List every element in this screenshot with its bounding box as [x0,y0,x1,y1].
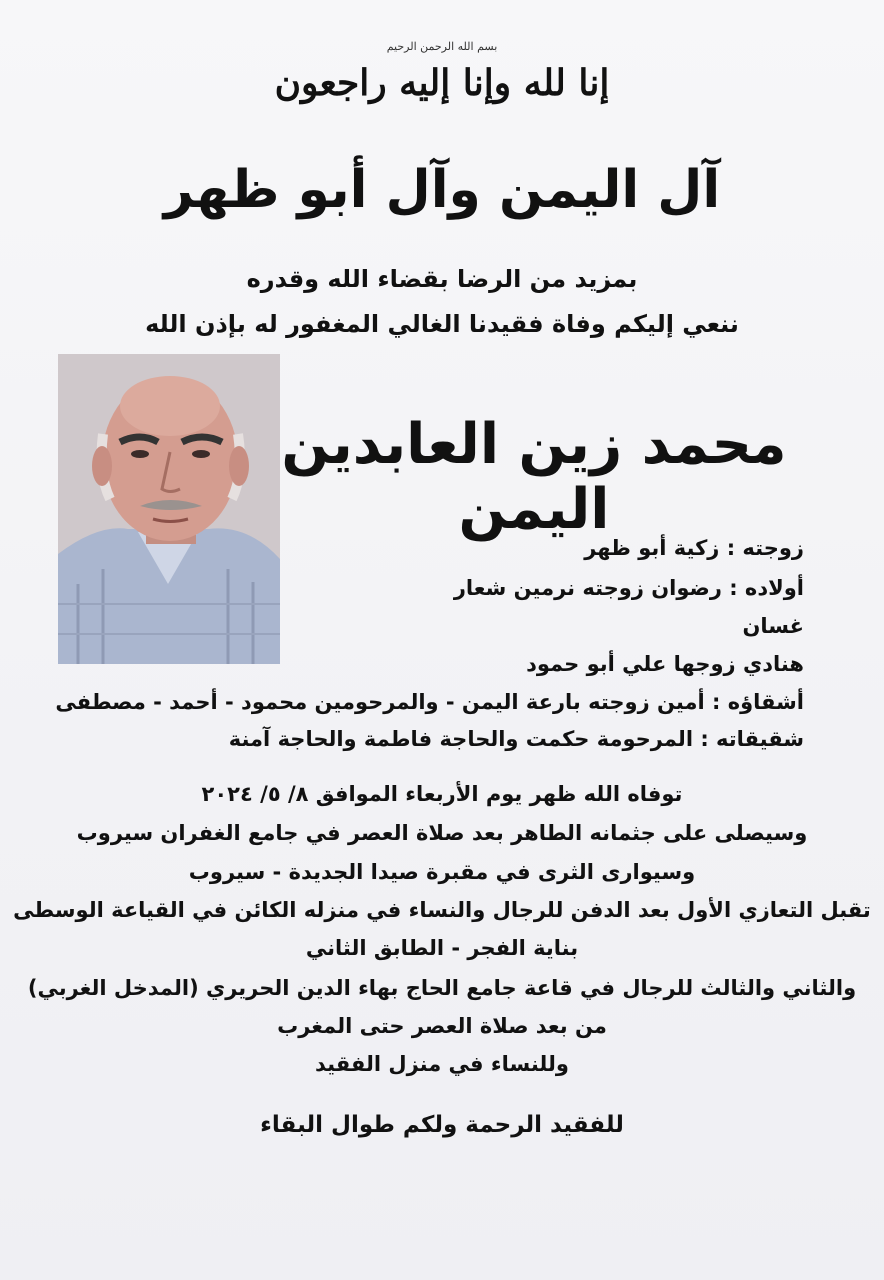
brothers-line: أشقاؤه : أمين زوجته بارعة اليمن - والمرحومين محمود - أحمد - مصطفى [55,690,804,714]
deceased-name: محمد زين العابدين اليمن [281,412,787,542]
burial-line: وسيوارى الثرى في مقبرة صيدا الجديدة - سيروب [188,860,696,884]
deceased-photo [58,354,280,664]
wife-line: زوجته : زكية أبو ظهر [584,536,804,560]
children-line-3: هنادي زوجها علي أبو حمود [526,652,804,676]
prayer-line: وسيصلى على جثمانه الطاهر بعد صلاة العصر في جامع الغفران سيروب [76,821,808,845]
condolence-line-4: من بعد صلاة العصر حتى المغرب [277,1014,607,1038]
families-title: آل اليمن وآل أبو ظهر [163,160,721,220]
closing-line: للفقيد الرحمة ولكم طوال البقاء [260,1112,624,1138]
children-line-1: أولاده : رضوان زوجته نرمين شعار [453,576,804,600]
intro-line-1: بمزيد من الرضا بقضاء الله وقدره [246,265,638,293]
basmala: بسم الله الرحمن الرحيم [386,40,498,53]
quran-verse: إنا لله وإنا إليه راجعون [274,62,610,104]
sisters-line: شقيقاته : المرحومة حكمت والحاجة فاطمة والحاجة آمنة [228,727,804,751]
death-date-line: توفاه الله ظهر يوم الأربعاء الموافق ٨/ ٥/ ٢٠٢٤ [201,782,683,806]
condolence-line-1: تقبل التعازي الأول بعد الدفن للرجال والنساء في منزله الكائن في القياعة الوسطى [13,898,871,922]
condolence-line-5: وللنساء في منزل الفقيد [315,1052,569,1076]
condolence-line-3: والثاني والثالث للرجال في قاعة جامع الحاج بهاء الدين الحريري (المدخل الغربي) [27,976,857,1000]
condolence-line-2: بناية الفجر - الطابق الثاني [305,936,579,960]
intro-line-2: ننعي إليكم وفاة فقيدنا الغالي المغفور له بإذن الله [145,310,739,338]
children-line-2: غسان [742,614,804,638]
portrait-image [58,354,280,664]
